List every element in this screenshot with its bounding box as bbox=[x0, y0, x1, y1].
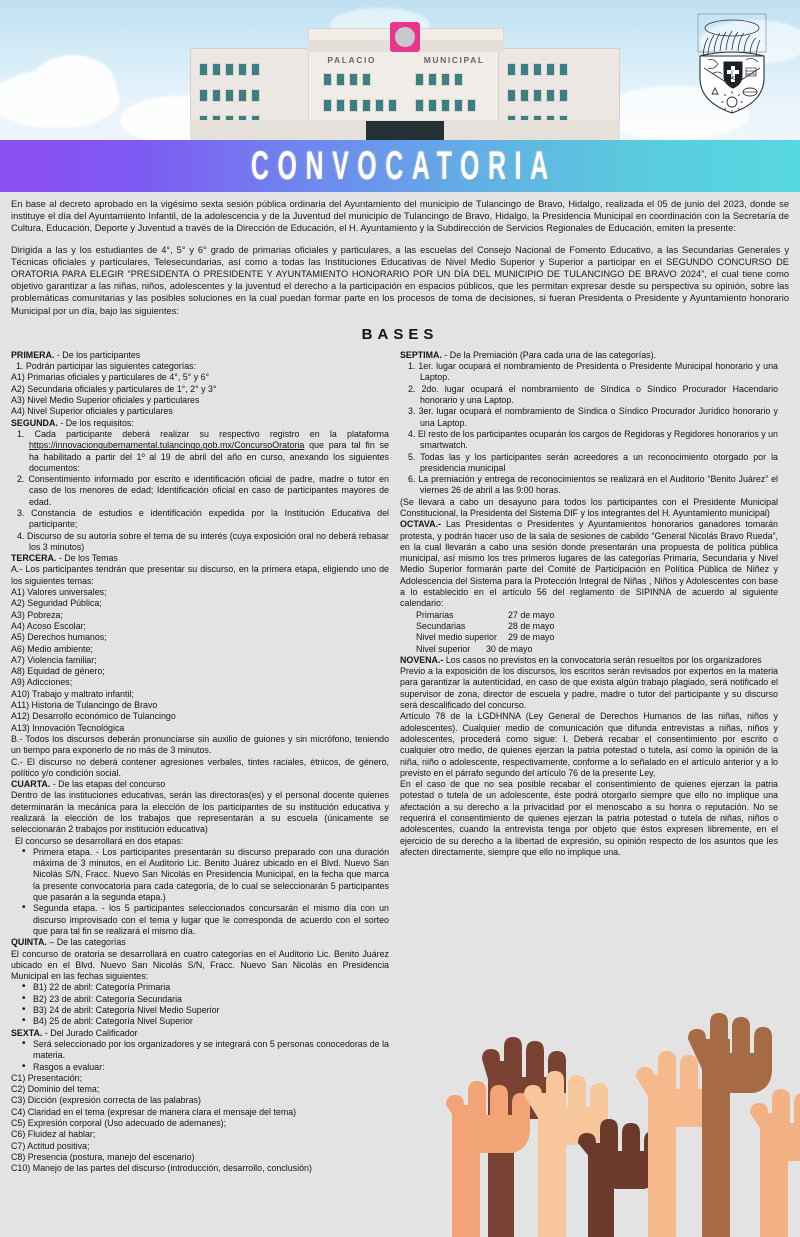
section-septima bbox=[400, 350, 778, 519]
calendario-row bbox=[400, 610, 778, 621]
page-title: CONVOCATORIA bbox=[251, 143, 558, 188]
segunda-item-4: 4. Discurso de su autoría sobre el tema de su interés (cuya exposición oral no deberá rebasar los 3 minutos) bbox=[17, 530, 389, 552]
rasgo-item: C7) Actitud positiva; bbox=[11, 1140, 90, 1151]
section-novena bbox=[400, 655, 778, 858]
calendario-nivel: Primarias bbox=[416, 609, 454, 620]
cloud-decoration bbox=[30, 55, 116, 117]
municipal-logo-icon bbox=[390, 22, 420, 52]
septima-note: (Se llevará a cabo un desayuno para todos los participantes con el Presidente Municipal Constitucional, la Presidenta del Sistema DIF y los integrantes del H. Ayuntamiento municipal) bbox=[400, 496, 778, 518]
tercera-b: B.- Todos los discursos deberán pronunciarse sin auxilio de guiones y sin micrófono, teniendo un tiempo para exponerlo de no más de 3 minutos. bbox=[11, 733, 389, 756]
poster-body bbox=[0, 192, 800, 1175]
cuarta-etapa-1: • Primera etapa. - Los participantes presentarán su discurso preparado con una duración máxima de 3 minutos, en el Auditorio Lic. Benito Juárez ubicado en el Blvd. Nuevo San Nicolás S/N, Fracc. Nuevo San Nicolás en Presidencia Municipal, en la fecha que marca la presente convocatoria para cada categoría, de lo cual se seleccionarán 5 participantes que pasarán a la segunda etapa.) bbox=[11, 847, 389, 903]
tema-item: A6) Medio ambiente; bbox=[11, 643, 93, 654]
palace-signage bbox=[308, 52, 504, 68]
tema-item: A7) Violencia familiar; bbox=[11, 654, 97, 665]
quinta-fecha: • B4) 25 de abril: Categoría Nivel Superior bbox=[11, 1016, 389, 1027]
primera-item: A1) Primarias oficiales y particulares de 4°, 5° y 6° bbox=[11, 372, 210, 383]
tema-item: A3) Pobreza; bbox=[11, 609, 63, 620]
septima-item: 3. 3er. lugar ocupará el nombramiento de Síndica o Síndico Procurador Jurídico honorario y una Laptop. bbox=[408, 406, 778, 428]
tema-item: A12) Desarrollo económico de Tulancingo bbox=[11, 711, 176, 722]
primera-item: A3) Nivel Medio Superior oficiales y particulares bbox=[11, 395, 200, 406]
calendario-fecha: 27 de mayo bbox=[508, 609, 555, 620]
rasgo-item: C4) Claridad en el tema (expresar de manera clara el mensaje del tema) bbox=[11, 1106, 297, 1117]
primera-item: A4) Nivel Superior oficiales y particulares bbox=[11, 406, 173, 417]
sexta-subtitle: - Del Jurado Calificador bbox=[44, 1027, 138, 1038]
sexta-bullet-2: • Rasgos a evaluar: bbox=[11, 1062, 389, 1073]
tema-item: A2) Seguridad Pública; bbox=[11, 598, 102, 609]
rasgo-item: C6) Fluidez al hablar; bbox=[11, 1129, 96, 1140]
septima-item: 2. 2do. lugar ocupará el nombramiento de Síndica o Síndico Procurador Hacendario honorario y una Laptop. bbox=[408, 383, 778, 406]
calendario-row bbox=[400, 621, 778, 632]
quinta-fecha: • B1) 22 de abril: Categoría Primaria bbox=[11, 982, 389, 993]
section-sexta bbox=[11, 1028, 389, 1175]
primera-subtitle: - De los participantes bbox=[56, 349, 141, 360]
septima-item: 6. La premiación y entrega de reconocimientos se realizará en el Auditorio “Benito Juárez” el viernes 26 de abril a las 9:00 horas. bbox=[408, 474, 778, 496]
segunda-item1-post: que para tal fin se ha habilitado a partir del 1º al 19 de abril del año en curso, anexando los siguientes documentos: bbox=[29, 440, 389, 473]
calendario-row bbox=[400, 632, 778, 643]
octava-title: OCTAVA.- bbox=[400, 519, 441, 530]
right-column bbox=[400, 350, 778, 858]
novena-p1: Previo a la exposición de los discursos, los escritos serán revisados por expertos en la materia para garantizar la autenticidad, en caso de que exista algún trabajo plagiado, será notificado el supervisor de zona, director de escuela y padre, madre o tutor del participante y su discurso será descalificado del concurso. bbox=[400, 666, 778, 711]
section-cuarta bbox=[11, 779, 389, 937]
tercera-subtitle: - De los Temas bbox=[58, 553, 118, 564]
tema-item: A5) Derechos humanos; bbox=[11, 632, 107, 643]
calendario-fecha: 30 de mayo bbox=[486, 643, 533, 654]
rasgo-item: C5) Expresión corporal (Uso adecuado de ademanes); bbox=[11, 1118, 227, 1129]
calendario-nivel: Secundarias bbox=[416, 620, 466, 631]
quinta-fecha: • B3) 24 de abril: Categoría Nivel Medio Superior bbox=[11, 1005, 389, 1016]
segunda-item-2: 2. Consentimiento informado por escrito e identificación oficial de padre, madre o tutor en caso de los menores de edad; Identificación oficial en caso de participantes mayores de edad. bbox=[17, 474, 389, 507]
septima-item: 1. 1er. lugar ocupará el nombramiento de Presidenta o Presidente Municipal honorario y una Laptop. bbox=[408, 361, 778, 383]
section-primera bbox=[11, 350, 389, 418]
calendario-fecha: 29 de mayo bbox=[508, 632, 555, 643]
rasgo-item: C2) Dominio del tema; bbox=[11, 1084, 100, 1095]
left-column bbox=[11, 350, 389, 1175]
rasgo-item: C10) Manejo de las partes del discurso (introducción, desarrollo, conclusión) bbox=[11, 1163, 312, 1174]
calendario-row bbox=[400, 644, 778, 655]
segunda-subtitle: - De los requisitos: bbox=[60, 417, 134, 428]
coat-of-arms-icon bbox=[690, 12, 774, 116]
palace-base bbox=[190, 120, 620, 140]
section-tercera bbox=[11, 553, 389, 779]
section-octava bbox=[400, 519, 778, 655]
calendario-nivel: Nivel medio superior bbox=[416, 632, 497, 643]
quinta-fecha: • B2) 23 de abril: Categoría Secundaria bbox=[11, 994, 389, 1005]
segunda-title: SEGUNDA. bbox=[11, 417, 58, 428]
tema-item: A10) Trabajo y maltrato infantil; bbox=[11, 688, 134, 699]
segunda-item-3: 3. Constancia de estudios e identificación expedida por la Institución Educativa del participante; bbox=[17, 507, 389, 530]
quinta-subtitle: – De las categorías bbox=[49, 937, 126, 948]
cuarta-etapa-2: • Segunda etapa. - los 5 participantes seleccionados concursarán el mismo día con un discurso improvisado con el tema y lugar que le corresponda de acuerdo con el sorteo que para tal fin se realizará el mismo día. bbox=[11, 903, 389, 937]
rasgo-item: C3) Dicción (expresión correcta de las palabras) bbox=[11, 1095, 201, 1106]
palace-sign-right: MUNICIPAL bbox=[423, 55, 485, 65]
quinta-title: QUINTA. bbox=[11, 937, 47, 948]
primera-title: PRIMERA. bbox=[11, 349, 55, 360]
rasgo-item: C8) Presencia (postura, manejo del escenario) bbox=[11, 1151, 195, 1162]
tema-item: A1) Valores universales; bbox=[11, 587, 107, 598]
novena-p3: En el caso de que no sea posible recabar el consentimiento de quienes ejerzan la patria potestad o tutela de un adolescente, éste podrá otorgarlo siempre que ello no implique una afectación a su derecho a la privacidad por el menoscabo a su honra o reputación. No se requerirá el consentimiento de quienes ejerzan la patria potestad o tutela de niñas, niños o adolescentes, cuando la entrevista tenga por objeto que éstos expresen libremente, en el ejercicio de su derecho a la libertad de expresión, su opinión respecto de los asuntos que les afecten directamente, siempre que ello no implique una. bbox=[400, 779, 778, 857]
septima-item: 5. Todas las y los participantes serán acreedores a un reconocimiento otorgado por la presidencia municipal bbox=[408, 451, 778, 473]
sexta-title: SEXTA. bbox=[11, 1027, 43, 1038]
header-photo-band bbox=[0, 0, 800, 140]
septima-subtitle: - De la Premiación (Para cada una de las categorías). bbox=[444, 349, 657, 360]
bases-heading: BASES bbox=[361, 325, 439, 343]
calendario-fecha: 28 de mayo bbox=[508, 620, 555, 631]
novena-body: Los casos no previstos en la convocatoria serán resueltos por los organizadores bbox=[443, 654, 762, 665]
primera-item: A2) Secundaria oficiales y particulares de 1°, 2° y 3° bbox=[11, 383, 217, 394]
palace-entrance bbox=[366, 121, 444, 140]
tercera-c: C.- El discurso no deberá contener agresiones verbales, tintes raciales, étnicos, de género, político y/o condición social. bbox=[11, 756, 389, 778]
segunda-item-1 bbox=[11, 429, 389, 474]
palace-sign-left: PALACIO bbox=[327, 55, 377, 65]
septima-item: 4. El resto de los participantes ocuparán los cargos de Regidoras y Regidores honorarios y un smartwatch. bbox=[408, 428, 778, 451]
addressed-paragraph: Dirigida a las y los estudiantes de 4°, 5° y 6° grado de primarias oficiales y particulares, a las escuelas del Consejo Nacional de Fomento Educativo, a las Secundarias Generales y Técnicas oficiales y particulares, Telesecundarias, así como a todas las Instituciones Educativas de Nivel Medio Superior y Superior a participar en el SEGUNDO CONCURSO DE ORATORIA PARA ELEGIR “PRESIDENTA O PRESIDENTE Y AYUNTAMIENTO HONORARIO POR UN DÍA DEL MUNICIPIO DE TULANCINGO DE BRAVO 2024”, el cual tiene como objetivo garantizar a las niñas, niños, adolescentes y la juventud el derecho a la participación en espacios públicos, que les permitan expresar desde su perspectiva su opinión, sobre las problemáticas comunitarias y las posibles soluciones en la cual puedan formar parte en los procesos de toma de decisiones, si fueran Presidenta o Presidente y Ayuntamiento honorario Municipal por un día, bajo las siguientes: bbox=[11, 244, 789, 316]
rasgo-item: C1) Presentación; bbox=[11, 1072, 83, 1083]
tema-item: A4) Acoso Escolar; bbox=[11, 620, 86, 631]
segunda-item1-pre: 1. Cada participante deberá realizar su respectivo registro en la plataforma bbox=[17, 428, 389, 439]
section-segunda bbox=[11, 418, 389, 554]
tercera-lead: A.- Los participantes tendrán que presentar su discurso, en la primera etapa, eligiendo uno de los siguientes temas: bbox=[11, 564, 389, 586]
two-column-layout bbox=[11, 350, 789, 1175]
intro-paragraph: En base al decreto aprobado en la vigésimo sexta sesión pública ordinaria del Ayuntamiento del municipio de Tulancingo de Bravo, Hidalgo, realizada el 05 de junio del 2023, donde se instituye el día del Ayuntamiento Infantil, de la adolescencia y de la Juventud del municipio de Tulancingo de Bravo, Hidalgo, la Presidencia Municipal en coordinación con la Secretaría de Cultura, Educación, Deporte y Juventud a través de la Dirección de Educación, el H. Ayuntamiento y la Subdirección de Servicios Regionales de Educación, emiten la presente: bbox=[11, 199, 789, 234]
registration-url-link[interactable]: https://innovaciongubernamental.tulancingo.gob.mx/ConcursoOratoria bbox=[29, 440, 305, 451]
tema-item: A9) Adicciones; bbox=[11, 677, 73, 688]
calendario-nivel: Nivel superior bbox=[416, 643, 471, 654]
cuarta-title: CUARTA. bbox=[11, 779, 51, 790]
cuarta-etapas-lead: El concurso se desarrollará en dos etapas: bbox=[15, 835, 184, 846]
quinta-body: El concurso de oratoria se desarrollará en cuatro categorías en el Auditorio Lic. Benito Juárez ubicado en el Blvd. Nuevo San Nicolás S/N, Fracc. Nuevo San Nicolás en Presidencia Municipal en las fechas siguientes: bbox=[11, 948, 389, 982]
municipal-palace-photo bbox=[190, 22, 620, 140]
septima-title: SEPTIMA. bbox=[400, 349, 442, 360]
octava-body: Las Presidentas o Presidentes y Ayuntamientos honorarios ganadores tomarán protesta, y podrán hacer uso de la sala de sesiones de cabildo “General Nicolás Bravo Rueda”, en la cual llevarán a cabo una sesión donde presentarán una propuesta de política pública municipal, así mismo los tres primeros lugares de las categorías Primaria, Secundaria y Nivel Medio Superior formarán parte del Comité de Participación en Política Pública de Niñez y Adolescencia del Sistema para la Protección Integral de Niñas , Niños y Adolescentes con base a lo establecido en el artículo 56 del reglamento de SIPINNA de acuerdo al siguiente calendario: bbox=[400, 519, 778, 609]
tercera-title: TERCERA. bbox=[11, 553, 57, 564]
section-quinta bbox=[11, 937, 389, 1027]
tema-item: A8) Equidad de género; bbox=[11, 666, 105, 677]
tema-item: A11) Historia de Tulancingo de Bravo bbox=[11, 700, 158, 711]
novena-title: NOVENA.- bbox=[400, 654, 444, 665]
tema-item: A13) Innovación Tecnológica bbox=[11, 722, 125, 733]
cuarta-body: Dentro de las instituciones educativas, serán las directoras(es) y el personal docente quienes determinarán la mecánica para la elección de los participantes de su institución educativa y realizará la elección de los trabajos que representarán a su escuela (únicamente se seleccionarán 2 trabajos por institución educativa) bbox=[11, 790, 389, 835]
novena-p2: Artículo 78 de la LGDHNNA (Ley General de Derechos Humanos de las niñas, niños y adolescentes). Cualquier medio de comunicación que difunda entrevistas a niñas, niños y adolescentes, procederá como sigue: I. Deberá recabar el consentimiento por escrito o cualquier otro medio, de quienes ejerzan la patria potestad o tutela, así como la opinión de la niña, niño o adolescente, respectivamente, conforme a lo señalado en el artículo anterior y a lo previsto en el párrafo segundo del artículo 76 de la presente Ley, bbox=[400, 711, 778, 778]
sexta-bullet-1: • Será seleccionado por los organizadores y se integrará con 5 personas conocedoras de la materia. bbox=[11, 1039, 389, 1062]
primera-lead: 1. Podrán participar las siguientes categorías: bbox=[16, 361, 197, 372]
convocatoria-banner bbox=[0, 140, 800, 192]
cuarta-subtitle: - De las etapas del concurso bbox=[52, 779, 166, 790]
